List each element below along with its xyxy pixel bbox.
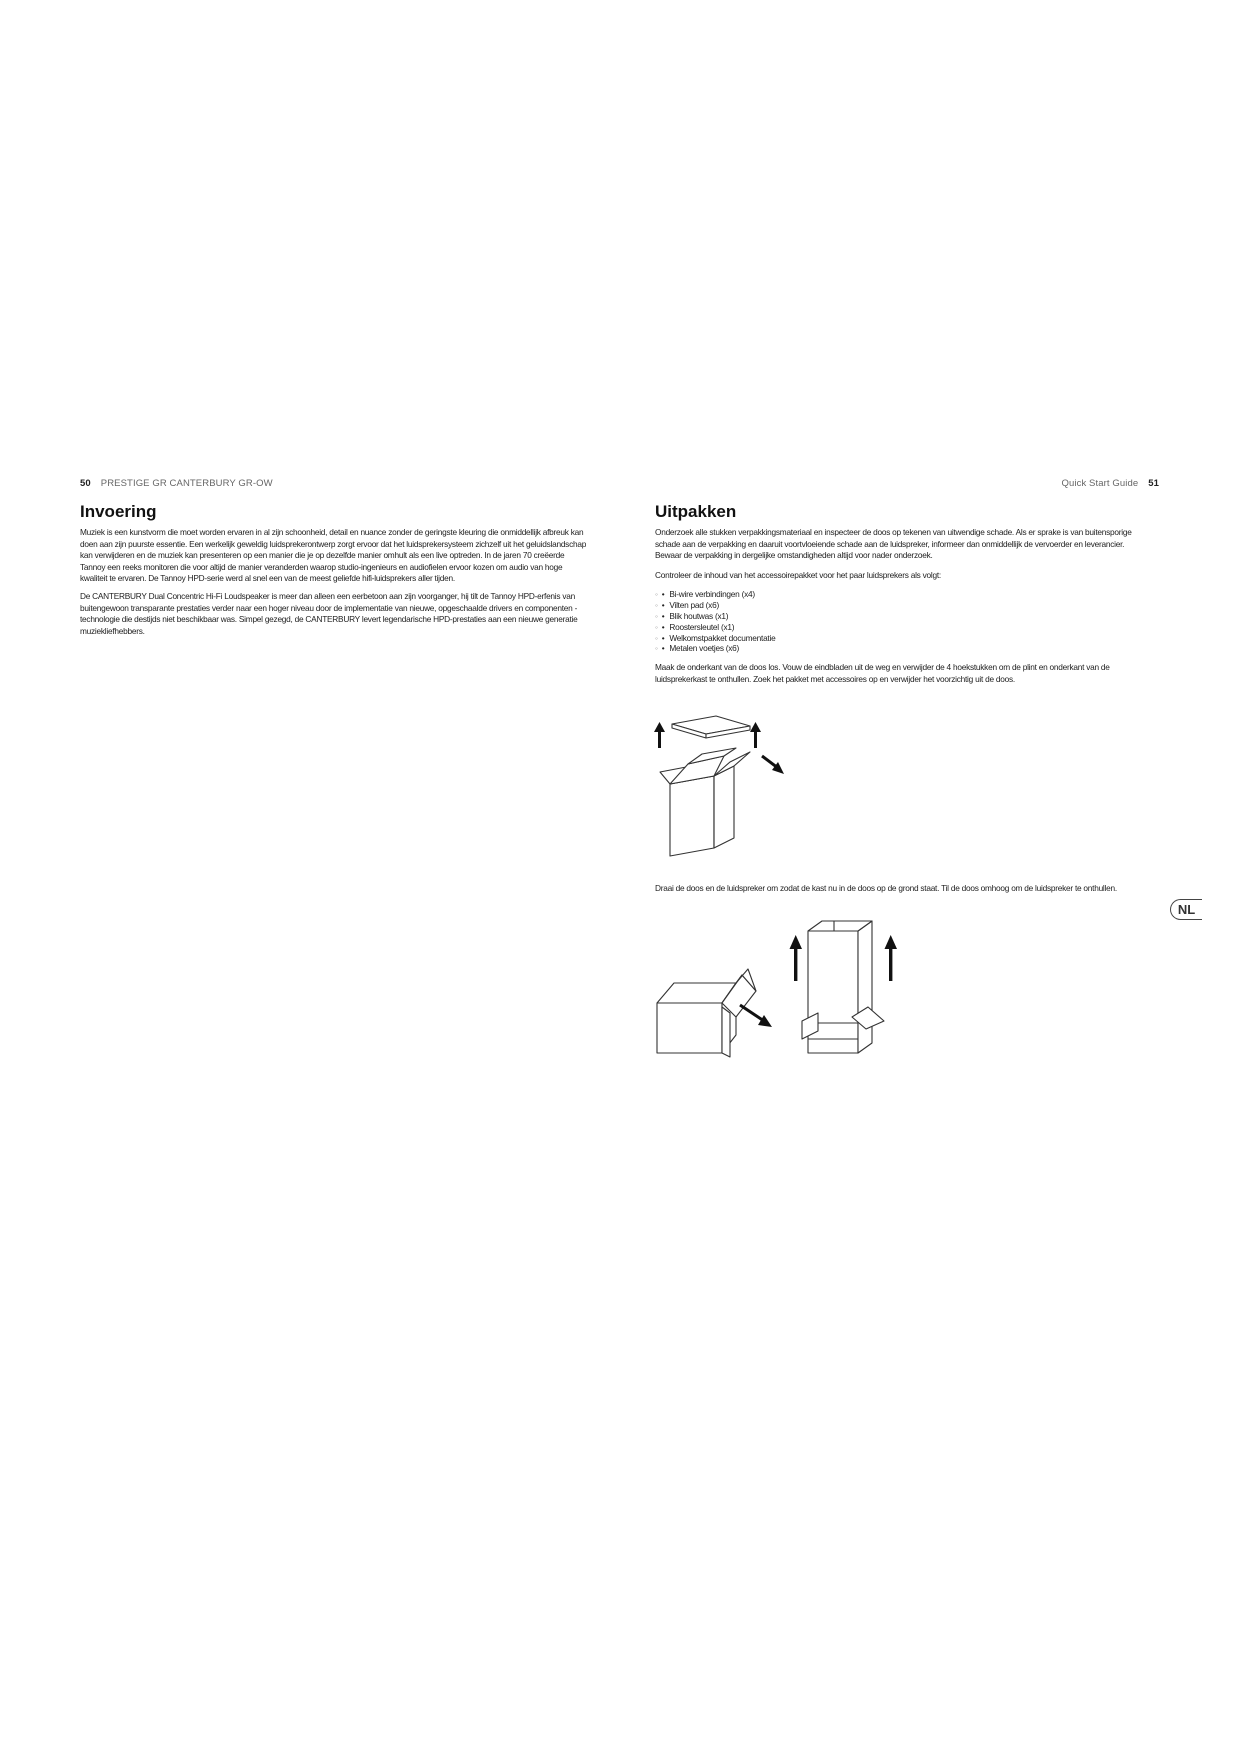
accessories-intro: Controleer de inhoud van het accessoirepakket voor het paar luidsprekers als volgt:: [655, 569, 941, 580]
list-item: ◦ • Vilten pad (x6): [655, 600, 719, 611]
unpack-step-2: Draai de doos en de luidspreker om zodat de kast nu in de doos op de grond staat. Til de doos omhoog om de luidspreker te onthullen.: [655, 883, 1117, 893]
unpack-illustration-2: [652, 917, 902, 1069]
intro-paragraph-1: Muziek is een kunstvorm die moet worden ervaren in al zijn schoonheid, detail en nuance zonder de geringste kleuring die onmiddellijk afbreuk kan doen aan zijn puurste essentie. Een werkelijk geweldig luidsprekerontwerp zorgt ervoor dat het luidsprekersysteem zichzelf uit het geluidslandschap kan verwijderen en de muziek kan presenteren op een manier die je op dezelfde manier omhult als een live optreden. In de jaren 70 creëerde Tannoy een reeks monitoren die voor altijd de manier veranderden waarop studio-ingenieurs en audiofielen ervoor kozen om audio van hoge kwaliteit te ervaren. De Tannoy HPD-serie werd al snel een van de meest geliefde hifi-luidsprekers aller tijden.: [80, 527, 587, 584]
list-item: ◦ • Blik houtwas (x1): [655, 610, 729, 621]
right-column: [655, 502, 1150, 685]
left-page-header: [80, 478, 273, 489]
up-arrow-icon: [790, 935, 803, 981]
list-item: ◦ • Welkomstpakket documentatie: [655, 632, 776, 643]
box-front: [670, 776, 714, 856]
lifted-box-front: [808, 931, 858, 1023]
left-page-number: 50: [80, 478, 91, 489]
diagonal-arrow-icon: [740, 1005, 772, 1027]
section-heading-uitpakken: Uitpakken: [655, 502, 737, 521]
up-arrow-icon: [885, 935, 898, 981]
unpack-step-1: Maak de onderkant van de doos los. Vouw de eindbladen uit de weg en verwijder de 4 hoekstukken om de plint en onderkant van de luidsprekerkast te onthullen. Zoek het pakket met accessoires op en verwijder het voorzichtig uit de doos.: [655, 662, 1110, 684]
diagonal-arrow-icon: [762, 756, 784, 774]
language-tab: NL: [1170, 899, 1202, 920]
up-arrow-icon: [750, 722, 761, 748]
right-running-title: Quick Start Guide: [1061, 478, 1139, 489]
right-page-number: 51: [1148, 478, 1159, 489]
list-item: ◦ • Roostersleutel (x1): [655, 621, 735, 632]
list-item: ◦ • Metalen voetjes (x6): [655, 643, 740, 654]
left-running-title: PRESTIGE GR CANTERBURY GR-OW: [100, 478, 273, 489]
section-heading-invoering: Invoering: [80, 502, 157, 521]
up-arrow-icon: [654, 722, 665, 748]
intro-paragraph-2: De CANTERBURY Dual Concentric Hi-Fi Loudspeaker is meer dan alleen een eerbetoon aan zijn voorganger, hij tilt de Tannoy HPD-erfenis van buitengewoon transparante prestaties verder naar een hoger niveau door de implementatie van nieuwe, opgeschaalde drivers en componenten - technologie die destijds niet beschikbaar was. Simpel gezegd, de CANTERBURY levert legendarische HPD-prestaties aan een nieuwe generatie muziekliefhebbers.: [80, 590, 578, 636]
box-front: [657, 1003, 722, 1053]
inspection-paragraph: Onderzoek alle stukken verpakkingsmateriaal en inspecteer de doos op tekenen van uitwendige schade. Als er sprake is van buitensporige schade aan de verpakking en daaruit voortvloeiende schade aan de luidspreker, informeer dan onmiddellijk de vervoerder en leverancier. Bewaar de verpakking in dergelijke omstandigheden altijd voor nader onderzoek.: [655, 527, 1132, 561]
list-item: ◦ • Bi-wire verbindingen (x4): [655, 589, 755, 600]
unpack-illustration-1: [650, 708, 790, 860]
accessories-list: [655, 589, 1150, 654]
left-column: [80, 502, 590, 637]
box-side: [714, 766, 734, 848]
right-page-header: [1062, 478, 1159, 489]
